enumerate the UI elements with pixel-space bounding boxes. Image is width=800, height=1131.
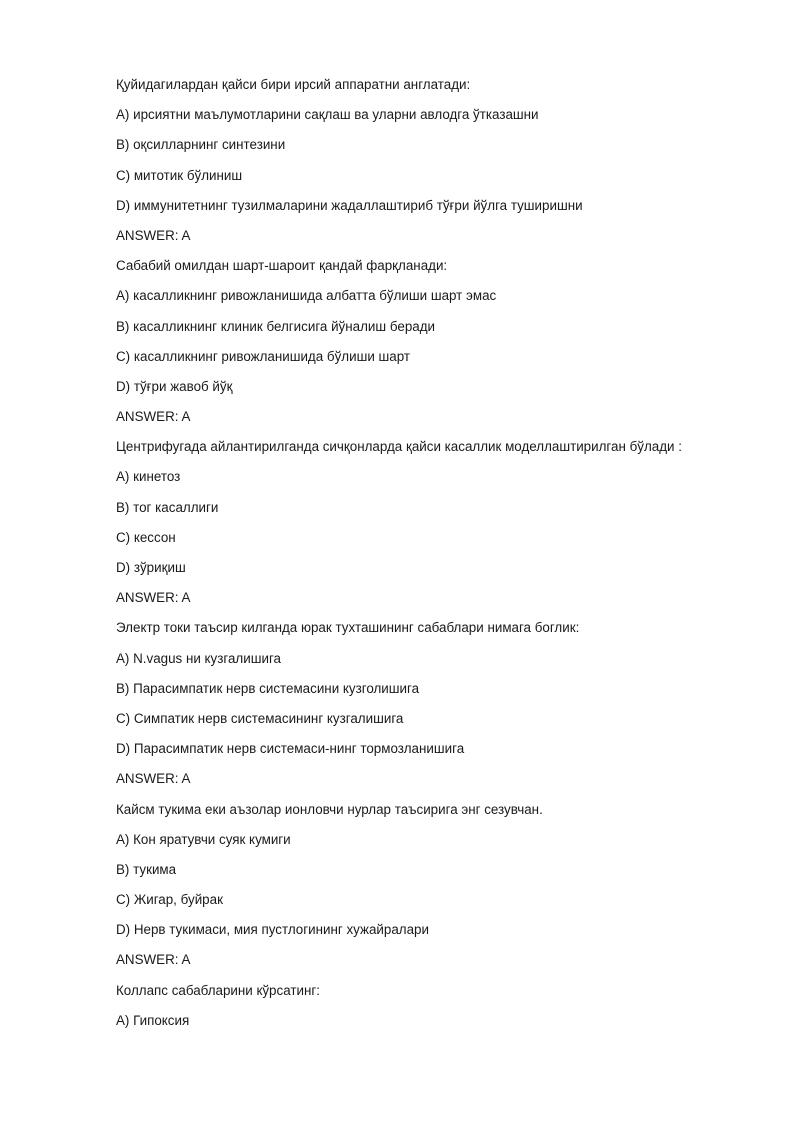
question-6-text: Коллапс сабабларини кўрсатинг: [116,982,320,998]
question-3-option-b: B) тог касаллиги [116,499,219,515]
question-1-text: Қуйидагилардан қайси бири ирсий аппаратни англатади: [116,77,471,92]
question-4-text: Электр токи таъсир килганда юрак тухташининг сабаблари нимага боглик: [116,620,580,636]
question-3-option-d: D) зўриқиш [116,560,186,575]
question-4-option-d: D) Парасимпатик нерв системаси-нинг тормозланишига [116,741,465,757]
question-5-text: Кайсм тукима еки аъзолар ионловчи нурлар таъсирига энг сезувчан. [116,801,543,817]
question-5-answer: ANSWER: A [116,952,191,968]
question-4-option-c: C) Симпатик нерв системасининг кузгалишига [116,710,404,726]
question-5-option-d: D) Нерв тукимаси, мия пустлогининг хужайралари [116,922,429,938]
question-1-option-d: D) иммунитетнинг тузилмаларини жадаллаштириб тўғри йўлга туширишни [116,197,583,213]
question-3-option-a: A) кинетоз [116,469,181,485]
question-6-option-a: A) Гипоксия [116,1012,190,1028]
question-3-answer: ANSWER: A [116,590,191,606]
question-5-option-a: A) Кон яратувчи суяк кумиги [116,831,291,847]
question-5-option-b: B) тукима [116,861,177,877]
question-2-option-c: C) касалликнинг ривожланишида бўлиши шарт [116,348,410,364]
question-2-option-b: B) касалликнинг клиник белгисига йўналиш беради [116,318,436,334]
question-3-option-c: C) кессон [116,529,176,545]
question-2-answer: ANSWER: A [116,409,191,425]
question-1-option-c: C) митотик бўлиниш [116,167,243,183]
question-2-option-d: D) тўғри жавоб йўқ [116,378,233,394]
question-2-text: Сабабий омилдан шарт-шароит қандай фарқланади: [116,258,448,274]
question-5-option-c: C) Жигар, буйрак [116,892,223,908]
question-1-option-b: B) оқсилларнинг синтезини [116,137,286,153]
question-4-option-a: A) N.vagus ни кузгалишига [116,650,281,666]
question-1-answer: ANSWER: A [116,227,191,243]
question-1-option-a: A) ирсиятни маълумотларини сақлаш ва уларни авлодга ўтказашни [116,107,539,123]
question-2-option-a: A) касалликнинг ривожланишида албатта бўлиши шарт эмас [116,288,497,304]
question-4-answer: ANSWER: A [116,771,191,787]
question-3-text: Центрифугада айлантирилганда сичқонларда қайси касаллик моделлаштирилган бўлади : [116,439,682,455]
question-4-option-b: B) Парасимпатик нерв системасини кузголишига [116,680,420,696]
